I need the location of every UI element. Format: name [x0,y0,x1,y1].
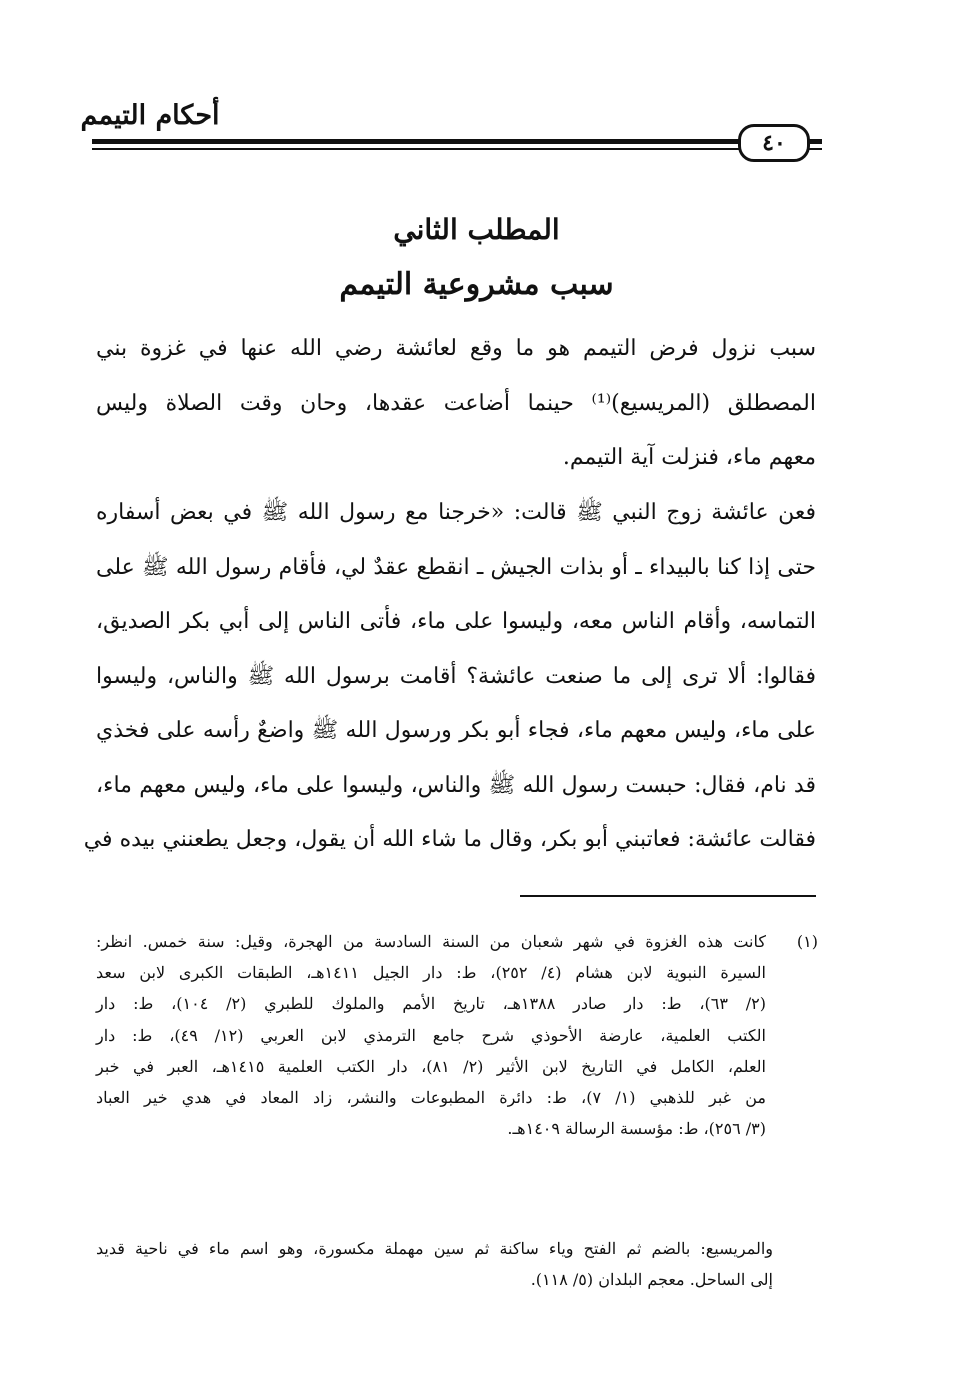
text-line: التماسه، وأقام الناس معه، وليسوا على ماء، فأتى الناس إلى أبي بكر الصديق، [96,609,816,634]
text-line: حتى إذا كنا بالبيداء ـ أو بذات الجيش ـ انقطع عقدٌ لي، فأقام رسول الله ﷺ على [96,554,816,580]
footnote-1-continuation [96,1233,818,1295]
text-line: سبب نزول فرض التيمم هو ما وقع لعائشة رضي الله عنها في غزوة بني [96,336,816,361]
footnote-line: والمريسيع: بالضم ثم الفتح وياء ساكنة ثم سين مهملة مكسورة، وهو اسم ماء في ناحية قديد [96,1239,773,1258]
section-heading: المطلب الثاني [393,213,560,246]
text-line: على ماء، وليس معهم ماء، فجاء أبو بكر ورسول الله ﷺ واضعٌ رأسه على فخذي [96,718,816,743]
footnote-body [96,1233,773,1295]
footnote-1 [96,926,818,1144]
text-line: فقالت عائشة: فعاتبني أبو بكر، وقال ما شاء الله أن يقول، وجعل يطعنني بيده في [83,827,816,852]
text-line: فقالوا: ألا ترى إلى ما صنعت عائشة؟ أقامت برسول الله ﷺ والناس، وليسوا [96,663,816,689]
footnote-line: الكتب العلمية، عارضة الأحوذي شرح جامع الترمذي لابن العربي (١٢/ ٤٩)، ط: دار [96,1025,766,1045]
footnote-body [96,926,766,1144]
footnote-line: (٣/ ٢٥٦)، ط: مؤسسة الرسالة ١٤٠٩هـ. [507,1119,766,1139]
footnote-line: العلم، الكامل في التاريخ لابن الأثير (٢/ ٨١)، دار الكتب العلمية ١٤١٥هـ، العبر في خبر [96,1056,767,1076]
text-line: معهم ماء، فنزلت آية التيمم. [562,445,816,470]
page-number-badge [738,124,810,162]
header-rule-thick [92,139,822,144]
paragraph-1 [96,322,816,486]
footnote-line: من غبر للذهبي (١/ ٧)، ط: دائرة المطبوعات والنشر، زاد المعاد في هدي خير العباد [96,1088,766,1108]
header-rule-thin [92,148,822,150]
section-subheading: سبب مشروعية التيمم [339,267,614,302]
footnote-marker: (١) [796,932,818,951]
page-number: ٤٠ [762,130,786,156]
footnote-line: إلى الساحل. معجم البلدان (٥/ ١١٨). [530,1270,773,1290]
text-line: قد نام، فقال: حبست رسول الله ﷺ والناس، وليسوا على ماء، وليس معهم ماء، [96,772,816,798]
footnote-line: السيرة النبوية لابن هشام (٤/ ٢٥٢)، ط: دار الجيل ١٤١١هـ، الطبقات الكبرى لابن سعد [96,963,767,983]
footnote-separator [520,895,816,897]
text-line: المصطلق (المريسيع)⁽¹⁾ حينما أضاعت عقدها، وحان وقت الصلاة وليس [96,390,816,416]
footnote-line: كانت هذه الغزوة في شهر شعبان من السنة السادسة من الهجرة، وقيل: سنة خمس. انظر: [96,932,766,951]
footnote-line: (٢/ ٦٣)، ط: دار صادر ١٣٨٨هـ، تاريخ الأمم والملوك للطبري (٢/ ١٠٤)، ط: دار [96,994,767,1014]
text-line: فعن عائشة زوج النبي ﷺ قالت: «خرجنا مع رسول الله ﷺ في بعض أسفاره [96,500,816,525]
book-title: أحكام التيمم [80,100,220,131]
paragraph-2 [83,486,816,868]
